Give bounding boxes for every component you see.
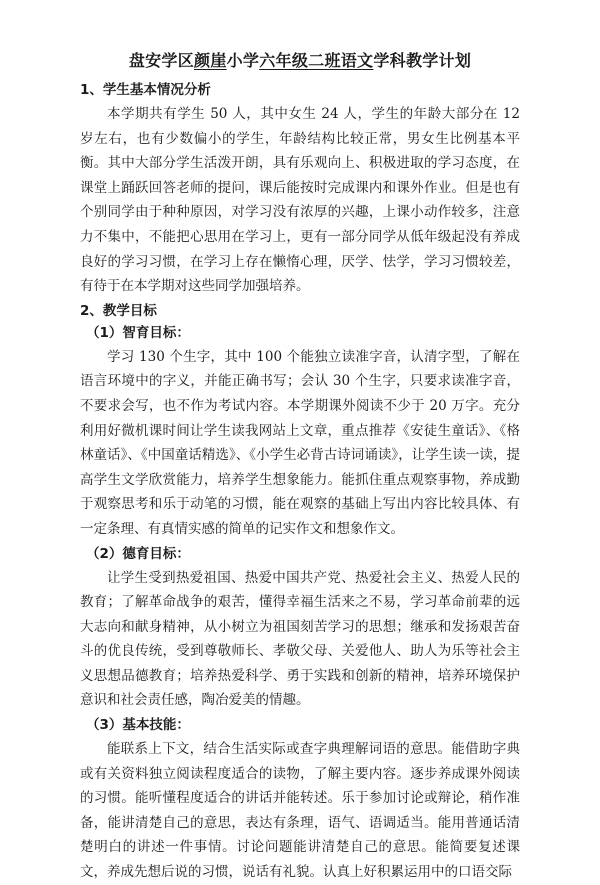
section-heading-teaching-goals: 2、教学目标	[80, 302, 157, 319]
title-part1: 盘安学区	[128, 51, 195, 70]
title-grade: 六年级	[259, 51, 309, 70]
title-part3: 学科教学计划	[373, 51, 472, 70]
section-heading-student-analysis: 1、学生基本情况分析	[80, 82, 211, 98]
subheading-moral-goals: （2）德育目标：	[86, 545, 190, 562]
subheading-intellectual-goals: （1）智育目标：	[86, 324, 190, 341]
student-analysis-paragraph: 本学期共有学生 50 人，其中女生 24 人，学生的年龄大部分在 12 岁左右，也有少数偏小的学生，年龄结构比较正常，男女生比例基本平衡。其中大部分学生活泼开朗，具有乐观向上、积极进取的学习态度，在课堂上踊跃回答老师的提问，课后能按时完成课内和课外作业。但是也有个别同学由于种种原因，对学习没有浓厚的兴趣，上课小动作较多，注意力不集中，不能把心思用在学习上，更有一部分同学从低年级起没有养成良好的学习习惯，在学习上存在懒惰心理，厌学、怯学，学习习惯较差，有待于在本学期对这些同学加强培养。	[80, 106, 520, 295]
title-school: 颜崖	[194, 51, 227, 70]
intellectual-goals-paragraph: 学习 130 个生字，其中 100 个能独立读准字音，认清字型，了解在语言环境中的字义，并能正确书写；会认 30 个生字，只要求读准字音，不要求会写，也不作为考试内容。本学期课外阅读不少于 20 万字。充分利用好微机课时间让学生读我网站上文章，重点推荐《安徒生童话》、《格林童话》、《中国童话精选》、《小学生必背古诗词诵读》，让学生读一读，提高学生文学欣赏能力，培养学生想象能力。能抓住重点观察事物，养成勤于观察思考和乐于动笔的习惯，能在观察的基础上写出内容比较具体、有一定条理、有真情实感的简单的记实作文和想象作文。	[80, 348, 520, 537]
title-subject: 语文	[340, 51, 374, 70]
page-title	[80, 50, 520, 72]
title-part2: 小学	[226, 51, 260, 70]
moral-goals-paragraph: 让学生受到热爱祖国、热爱中国共产党、热爱社会主义、热爱人民的教育；了解革命战争的艰苦，懂得幸福生活来之不易，学习革命前辈的远大志向和献身精神，从小树立为祖国刻苦学习的思想；继承和发扬艰苦奋斗的优良传统，受到尊敬师长、孝敬父母、关爱他人、助人为乐等社会主义思想品德教育；培养热爱科学、勇于实践和创新的精神，培养环境保护意识和社会责任感，陶冶爱美的情趣。	[80, 569, 520, 709]
subheading-basic-skills: （3）基本技能：	[86, 717, 190, 734]
title-class: 二班	[308, 51, 341, 70]
basic-skills-paragraph: 能联系上下文，结合生活实际或查字典理解词语的意思。能借助字典或有关资料独立阅读程度适合的读物，了解主要内容。逐步养成课外阅读的习惯。能听懂程度适合的讲话并能转述。乐于参加讨论或辩论，稍作准备，能讲清楚自己的意思，表达有条理，语气、语调适当。能用普通话清楚明白的讲述一件事情。讨论问题能讲清楚自己的意思。能简要复述课文，养成先想后说的习惯，说话有礼貌。认真上好积累运用中的口语交际	[80, 741, 520, 881]
